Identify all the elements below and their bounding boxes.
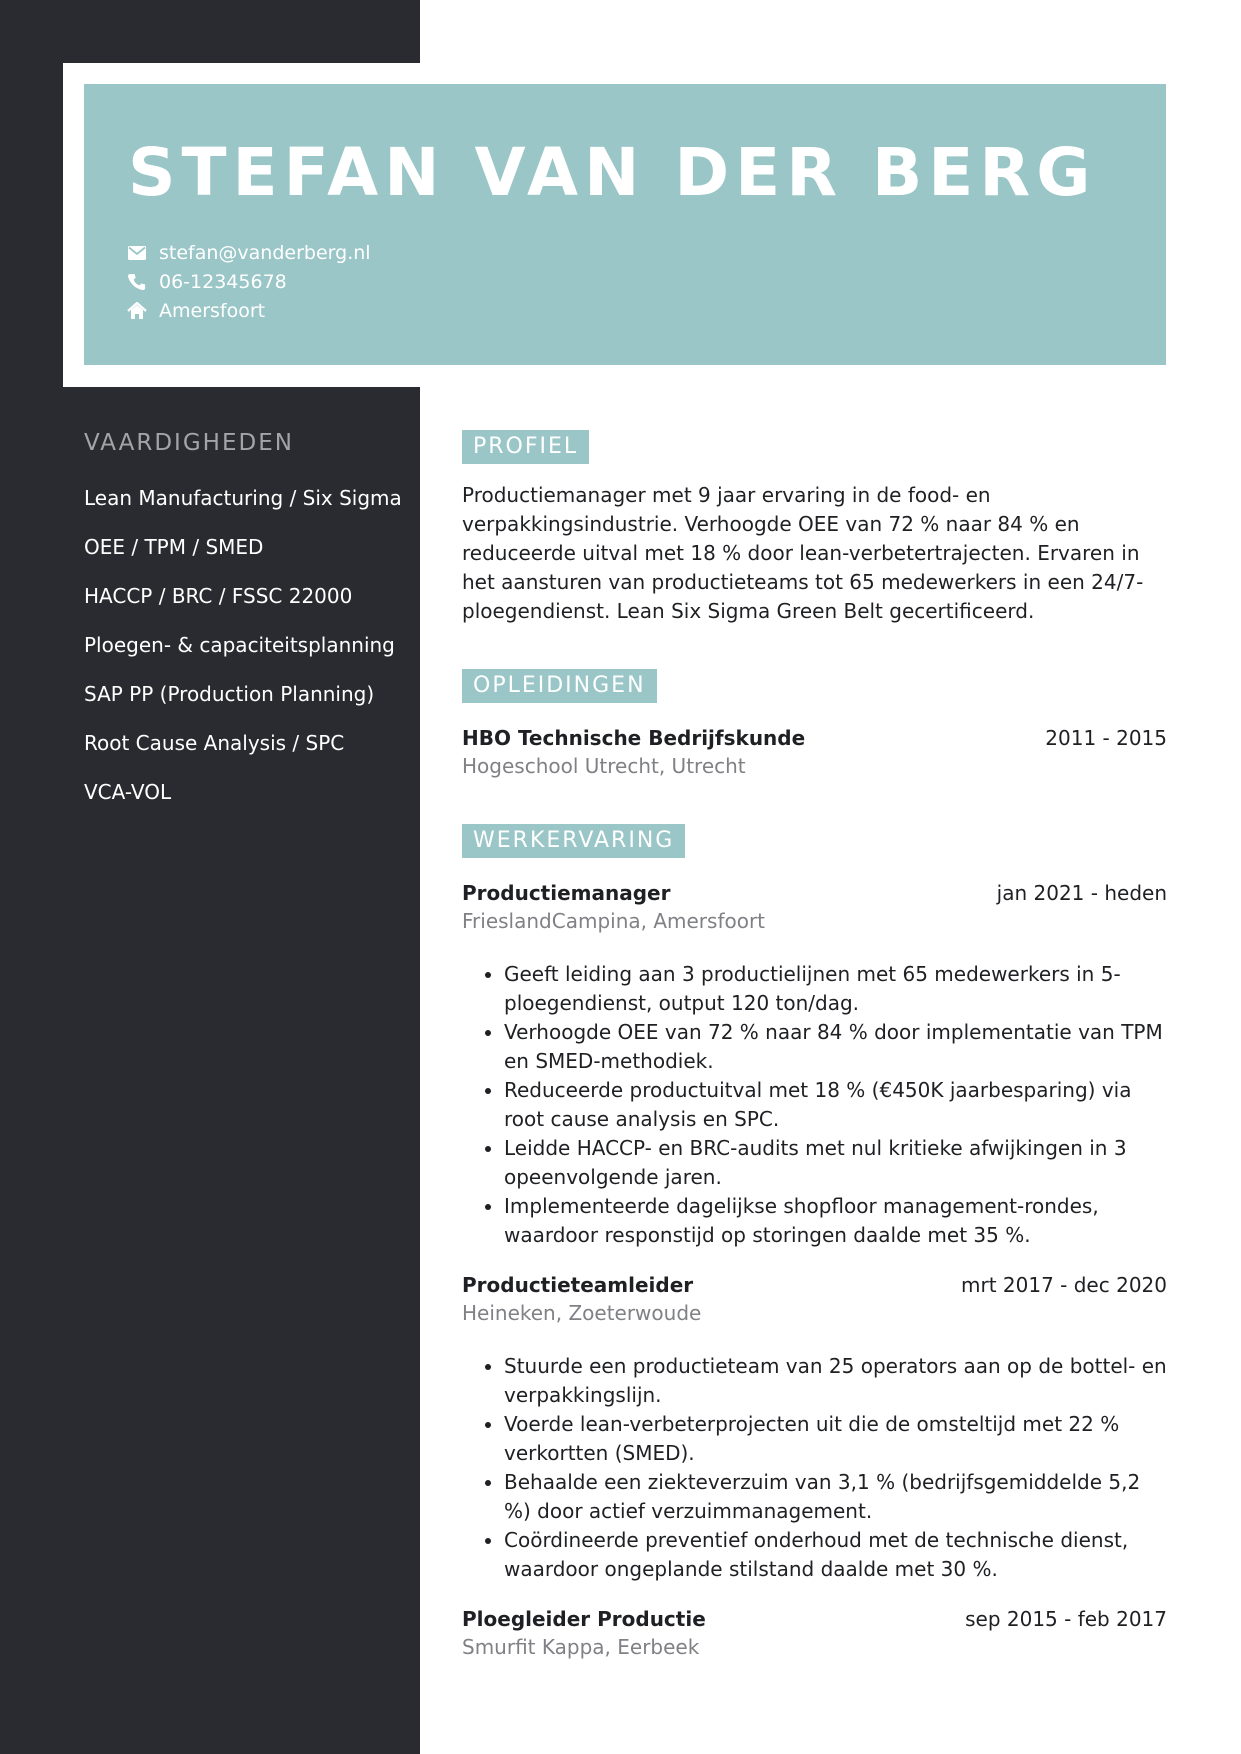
job-bullet: • Stuurde een productieteam van 25 operators aan op de bottel- en verpakkingslijn. <box>504 1352 1167 1410</box>
skills-heading: VAARDIGHEDEN <box>84 430 294 456</box>
envelope-icon <box>126 242 148 264</box>
skill-item: Ploegen- & capaciteitsplanning <box>84 633 395 657</box>
education-dates: 2011 - 2015 <box>1045 726 1167 750</box>
job-dates: sep 2015 - feb 2017 <box>965 1607 1167 1631</box>
contact-email <box>126 238 371 267</box>
skill-item: Root Cause Analysis / SPC <box>84 731 345 755</box>
education-entry <box>462 726 1167 781</box>
job-employer: FrieslandCampina, Amersfoort <box>462 909 766 933</box>
contact-email-text[interactable]: stefan@vanderberg.nl <box>159 241 371 264</box>
skill-item: Lean Manufacturing / Six Sigma <box>84 486 402 510</box>
job-employer: Smurfit Kappa, Eerbeek <box>462 1635 700 1659</box>
job-dates: mrt 2017 - dec 2020 <box>961 1273 1167 1297</box>
job-bullet: • Behaalde een ziekteverzuim van 3,1 % (bedrijfsgemiddelde 5,2 %) door actief verzuimmanagement. <box>504 1468 1167 1526</box>
skill-item: VCA-VOL <box>84 780 172 804</box>
education-title: HBO Technische Bedrijfskunde <box>462 726 806 750</box>
experience-heading: WERKERVARING <box>462 824 685 858</box>
job-title: Ploegleider Productie <box>462 1607 706 1631</box>
job-bullet: • Coördineerde preventief onderhoud met de technische dienst, waardoor ongeplande stilstand daalde met 30 %. <box>504 1526 1167 1584</box>
contact-location-text: Amersfoort <box>159 299 266 322</box>
job-bullet: • Verhoogde OEE van 72 % naar 84 % door implementatie van TPM en SMED-methodiek. <box>504 1018 1167 1076</box>
profile-text: Productiemanager met 9 jaar ervaring in de food- en verpakkingsindustrie. Verhoogde OEE van 72 % naar 84 % en reduceerde uitval met 18 % door lean-verbetertrajecten. Ervaren in het aansturen van productieteams tot 65 medewerkers in een 24/7-ploegendienst. Lean Six Sigma Green Belt gecertificeerd. <box>462 483 1144 623</box>
job-employer: Heineken, Zoeterwoude <box>462 1301 702 1325</box>
skill-item: HACCP / BRC / FSSC 22000 <box>84 584 353 608</box>
job-bullet: • Geeft leiding aan 3 productielijnen met 65 medewerkers in 5-ploegendienst, output 120 ton/dag. <box>504 960 1167 1018</box>
job-bullets <box>462 1352 1167 1584</box>
phone-icon <box>126 271 148 293</box>
job-bullet: • Leidde HACCP- en BRC-audits met nul kritieke afwijkingen in 3 opeenvolgende jaren. <box>504 1134 1167 1192</box>
contact-location <box>126 296 371 325</box>
contact-phone-text[interactable]: 06-12345678 <box>159 270 287 293</box>
candidate-name: STEFAN VAN DER BERG <box>128 134 1097 211</box>
job-entry <box>462 881 1167 1250</box>
education-heading: OPLEIDINGEN <box>462 669 657 703</box>
contact-phone <box>126 267 371 296</box>
profile-section <box>462 430 1167 626</box>
job-dates: jan 2021 - heden <box>996 881 1167 905</box>
skills-list <box>84 484 404 827</box>
job-entry <box>462 1607 1167 1662</box>
job-title: Productiemanager <box>462 881 671 905</box>
skill-item: SAP PP (Production Planning) <box>84 682 375 706</box>
header <box>84 84 1166 365</box>
job-bullet: • Voerde lean-verbeterprojecten uit die de omsteltijd met 22 % verkortten (SMED). <box>504 1410 1167 1468</box>
job-bullet: • Reduceerde productuitval met 18 % (€450K jaarbesparing) via root cause analysis en SPC. <box>504 1076 1167 1134</box>
home-icon <box>126 300 148 322</box>
job-bullets <box>462 960 1167 1250</box>
experience-section <box>462 824 1167 1662</box>
job-title: Productieteamleider <box>462 1273 694 1297</box>
skill-item: OEE / TPM / SMED <box>84 535 264 559</box>
education-section <box>462 669 1167 781</box>
education-institution: Hogeschool Utrecht, Utrecht <box>462 754 746 778</box>
main-content <box>462 430 1167 1662</box>
contact-list <box>126 238 371 325</box>
job-bullet: • Implementeerde dagelijkse shopfloor management-rondes, waardoor responstijd op storingen daalde met 35 %. <box>504 1192 1167 1250</box>
profile-heading: PROFIEL <box>462 430 589 464</box>
job-entry <box>462 1273 1167 1584</box>
